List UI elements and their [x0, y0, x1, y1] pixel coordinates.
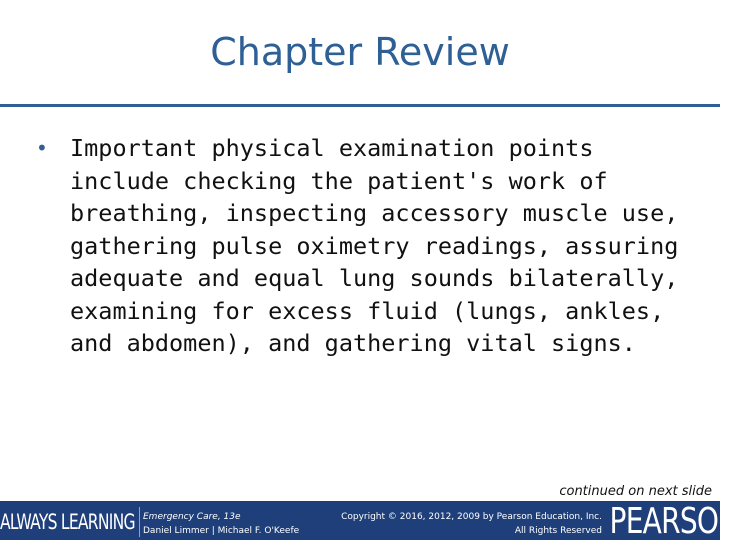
title-divider — [0, 104, 720, 107]
pearson-logo: PEARSON — [609, 500, 738, 542]
book-authors: Daniel Limmer | Michael F. O'Keefe — [143, 526, 300, 536]
footer-book-info — [143, 510, 299, 538]
footer-bar — [0, 500, 738, 542]
rights-text: All Rights Reserved — [514, 526, 602, 536]
slide-title: Chapter Review — [210, 30, 510, 74]
footer-copyright — [341, 510, 602, 538]
bullet-item — [36, 132, 686, 360]
footer-divider — [139, 507, 140, 537]
always-learning-tagline: ALWAYS LEARNING — [0, 510, 135, 534]
bullet-icon: • — [36, 136, 48, 160]
continued-note: continued on next slide — [559, 484, 712, 499]
bullet-text: Important physical examination points include checking the patient's work of breathing, inspecting accessory muscle use, gathering pulse oximetry readings, assuring adequate and equal lung sounds bilaterally, examining for excess fluid (lungs, ankles, and abdomen), and gathering vital signs. — [70, 134, 679, 357]
copyright-text: Copyright © 2016, 2012, 2009 by Pearson Education, Inc. — [341, 512, 602, 522]
book-title: Emergency Care, 13e — [143, 512, 241, 522]
